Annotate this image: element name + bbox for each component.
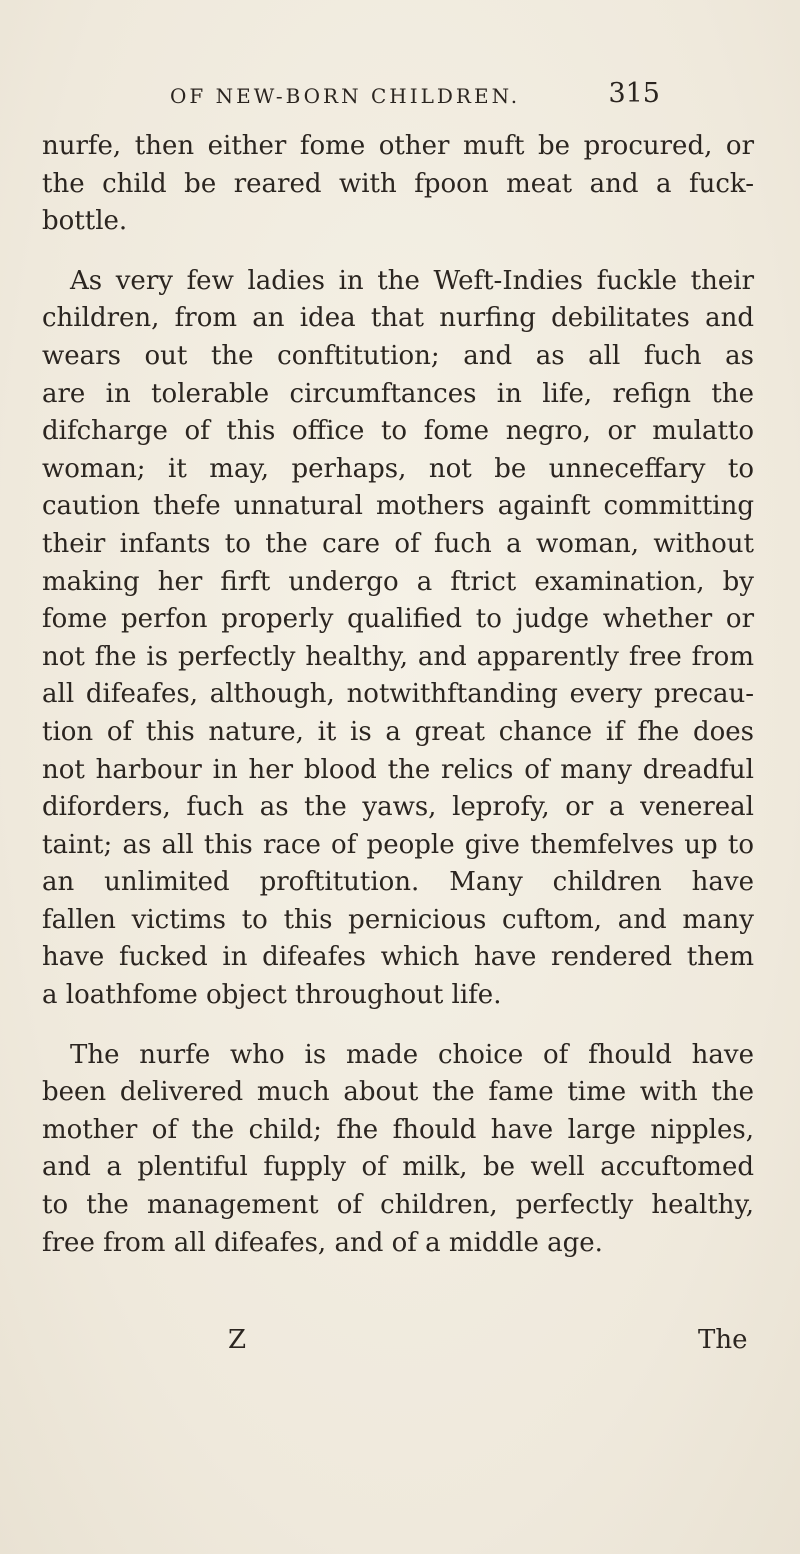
- text-line: diforders, fuch as the yaws, leprofy, or a venereal: [42, 792, 754, 823]
- text-line: to the management of children, perfectly healthy,: [42, 1190, 754, 1221]
- text-line: As very few ladies in the Weft-Indies fuckle their: [70, 265, 754, 296]
- text-line: fome perfon properly qualified to judge whether or: [42, 604, 754, 635]
- page-number: 315: [608, 78, 660, 109]
- catchword: The: [698, 1325, 748, 1355]
- paragraph-3: [42, 1037, 754, 1263]
- text-line: an unlimited proftitution. Many children have: [42, 867, 754, 898]
- text-line: not harbour in her blood the relics of many dreadful: [42, 754, 754, 785]
- running-head: [170, 78, 660, 118]
- text-line: all difeafes, although, notwithftanding every precau-: [42, 679, 754, 710]
- text-line: bottle.: [42, 206, 128, 237]
- text-line: wears out the conftitution; and as all fuch as: [42, 340, 754, 371]
- text-line: mother of the child; fhe fhould have large nipples,: [42, 1114, 754, 1145]
- text-line: the child be reared with fpoon meat and a fuck-: [42, 168, 754, 199]
- text-line: their infants to the care of fuch a woman, without: [42, 528, 754, 559]
- paragraph-1: [42, 128, 754, 241]
- text-line: The nurfe who is made choice of fhould have: [70, 1039, 754, 1070]
- text-line: children, from an idea that nurfing debilitates and: [42, 303, 754, 334]
- text-line: and a plentiful fupply of milk, be well accuftomed: [42, 1152, 754, 1183]
- running-title: OF NEW-BORN CHILDREN.: [170, 84, 521, 108]
- text-line: been delivered much about the fame time with the: [42, 1077, 754, 1108]
- text-line: tion of this nature, it is a great chance if fhe does: [42, 716, 754, 747]
- text-line: have fucked in difeafes which have rendered them: [42, 942, 754, 973]
- text-line: not fhe is perfectly healthy, and apparently free from: [42, 641, 754, 672]
- text-line: caution thefe unnatural mothers againft committing: [42, 491, 754, 522]
- text-line: a loathfome object throughout life.: [42, 980, 502, 1011]
- body-text: [42, 128, 754, 1262]
- paragraph-2: [42, 263, 754, 1015]
- text-line: are in tolerable circumftances in life, refign the: [42, 378, 754, 409]
- text-line: woman; it may, perhaps, not be unneceffary to: [42, 453, 754, 484]
- text-line: free from all difeafes, and of a middle age.: [42, 1227, 603, 1258]
- text-line: making her firft undergo a ftrict examination, by: [42, 566, 754, 597]
- text-line: difcharge of this office to fome negro, or mulatto: [42, 416, 754, 447]
- signature-mark: Z: [228, 1325, 247, 1355]
- text-line: fallen victims to this pernicious cuftom, and many: [42, 904, 754, 935]
- text-line: taint; as all this race of people give themfelves up to: [42, 829, 754, 860]
- text-line: nurfe, then either fome other muft be procured, or: [42, 131, 754, 161]
- page-footer: [0, 1325, 800, 1365]
